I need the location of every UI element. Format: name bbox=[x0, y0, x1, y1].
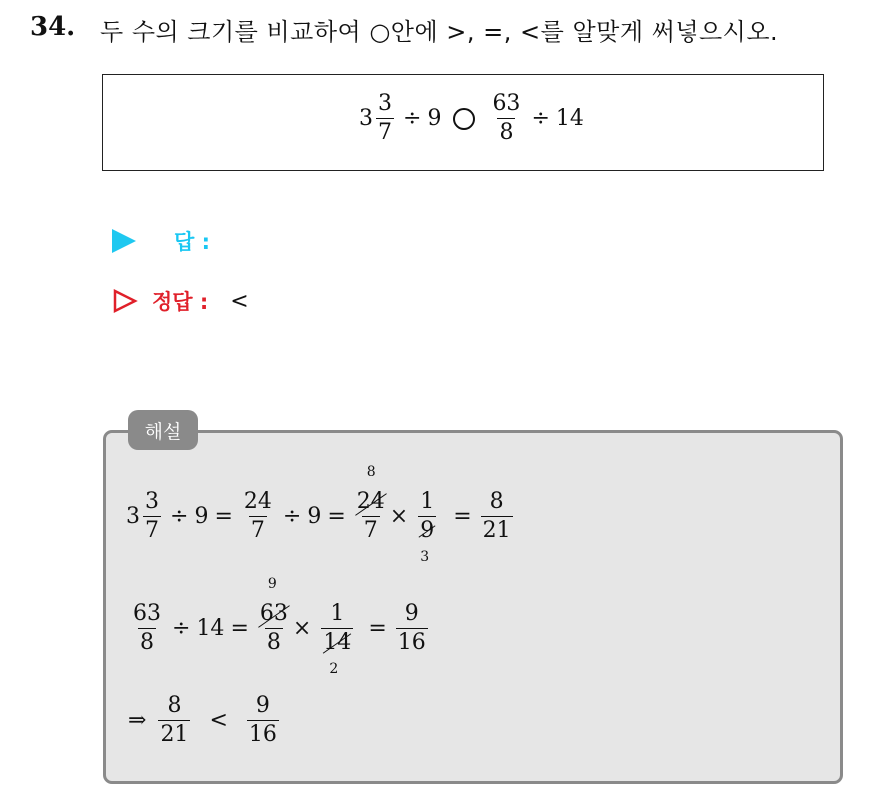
l1-eq2: = bbox=[327, 504, 346, 529]
l2-result-frac: $\frac{9}{16}$ bbox=[397, 601, 426, 655]
implies-arrow: ⇒ bbox=[128, 708, 147, 733]
play-triangle-icon bbox=[112, 229, 136, 253]
answer-label: 답 : bbox=[174, 230, 210, 254]
l1-eq: = bbox=[214, 504, 233, 529]
outline-triangle-icon bbox=[112, 288, 138, 314]
mixed-whole: 3 bbox=[359, 106, 373, 131]
l3-frac-b: $\frac{9}{16}$ bbox=[248, 693, 277, 747]
l1-div2: ÷ bbox=[282, 504, 302, 529]
problem-expression bbox=[359, 93, 584, 144]
left-numerator: 3 bbox=[378, 91, 392, 116]
explanation-line-3 bbox=[128, 695, 282, 746]
l1-divisor2: 9 bbox=[307, 504, 322, 529]
right-divisor: 14 bbox=[555, 106, 584, 131]
l2-cancel-frac-1: 9 63 8 bbox=[259, 576, 288, 655]
question-number: 34. bbox=[30, 12, 76, 42]
right-numerator: 63 bbox=[492, 91, 521, 116]
correct-answer-label: 정답 : bbox=[152, 290, 209, 314]
l2-eq: = bbox=[230, 616, 249, 641]
l2-divisor: 14 bbox=[196, 616, 225, 641]
divide-sign-2: ÷ bbox=[531, 106, 550, 131]
problem-box bbox=[102, 74, 824, 171]
l1-whole: 3 bbox=[126, 504, 140, 529]
l2-div: ÷ bbox=[172, 616, 191, 641]
left-divisor: 9 bbox=[427, 106, 442, 131]
l1-mixed-frac: $\frac{3}{7}$ bbox=[145, 489, 159, 543]
explanation-line-2 bbox=[128, 576, 431, 677]
l1-divisor: 9 bbox=[194, 504, 209, 529]
l2-times: × bbox=[292, 616, 312, 641]
l1-improper-frac: $\frac{24}{7}$ bbox=[243, 489, 272, 543]
left-fraction bbox=[376, 93, 394, 144]
explanation-tag: 해설 bbox=[128, 410, 198, 450]
left-denominator: 7 bbox=[378, 120, 392, 145]
l3-less-than: < bbox=[209, 708, 228, 733]
l2-eq2: = bbox=[368, 616, 387, 641]
l1-cancel-frac-1: 8 24 7 bbox=[356, 464, 385, 543]
answer-row bbox=[112, 226, 210, 256]
question-text: 두 수의 크기를 비교하여 ○안에 >, =, <를 알맞게 써넣으시오. bbox=[100, 18, 779, 46]
l1-div: ÷ bbox=[170, 504, 189, 529]
l1-cancel-frac-2: 1 9 3 bbox=[420, 489, 435, 565]
right-fraction bbox=[490, 93, 522, 144]
l1-times: × bbox=[389, 504, 409, 529]
divide-sign: ÷ bbox=[403, 106, 422, 131]
correct-answer-value: < bbox=[230, 288, 249, 314]
comparison-circle-blank[interactable] bbox=[453, 108, 475, 130]
explanation-box bbox=[103, 430, 843, 784]
explanation-line-1 bbox=[126, 464, 516, 565]
correct-answer-row bbox=[112, 286, 249, 316]
l1-eq3: = bbox=[453, 504, 472, 529]
l2-cancel-frac-2: 1 14 2 bbox=[323, 601, 352, 677]
l2-frac: $\frac{63}{8}$ bbox=[133, 601, 161, 655]
l1-result-frac: $\frac{8}{21}$ bbox=[482, 489, 511, 543]
l3-frac-a: $\frac{8}{21}$ bbox=[160, 693, 189, 747]
right-denominator: 8 bbox=[499, 120, 514, 145]
